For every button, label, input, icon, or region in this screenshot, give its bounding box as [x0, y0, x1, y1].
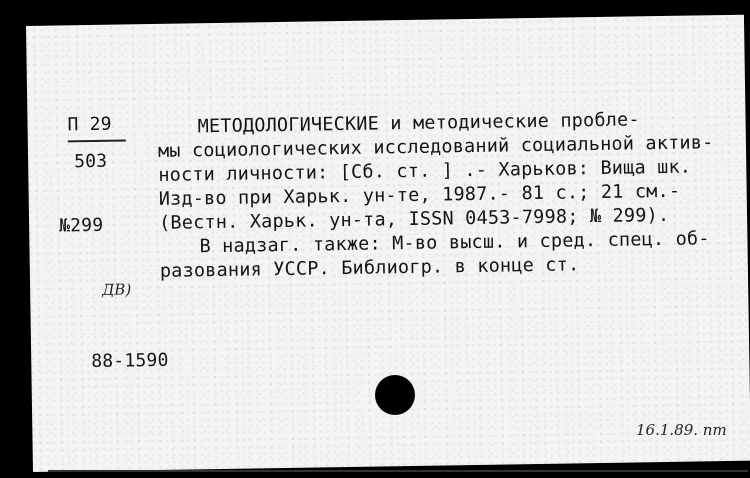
body-line-3: ности личности: [Сб. ст. ] .- Харьков: Вища шк.: [158, 156, 692, 186]
body-line-7: разования УССР. Библиогр. в конце ст.: [159, 254, 580, 282]
body-line-1: МЕТОДОЛОГИЧЕСКИЕ и методические пробле-: [197, 109, 640, 138]
shelfmark-underline: [68, 139, 126, 141]
card-punch-hole: [375, 375, 415, 415]
date-stamp: 16.1.89. пт: [636, 421, 727, 439]
card-number: 503: [73, 150, 108, 173]
body-line-4: Изд-во при Харьк. ун-те, 1987.- 81 с.; 21 см.-: [158, 180, 681, 210]
accession-number: 88-1590: [91, 349, 169, 373]
card-bottom-edge: [48, 470, 748, 472]
body-line-5: (Вестн. Харьк. ун-та, ISSN 0453-7998; № 299).: [158, 204, 670, 234]
handwritten-signature: ДВ): [102, 280, 132, 299]
series-number: №299: [58, 214, 104, 237]
body-line-6: В надзаг. также: М-во высш. и сред. спец. об-: [199, 228, 710, 258]
body-line-2: мы социологических исследований социальной актив-: [157, 132, 714, 162]
scan-border: [0, 0, 26, 478]
shelfmark: П 29: [67, 113, 112, 136]
